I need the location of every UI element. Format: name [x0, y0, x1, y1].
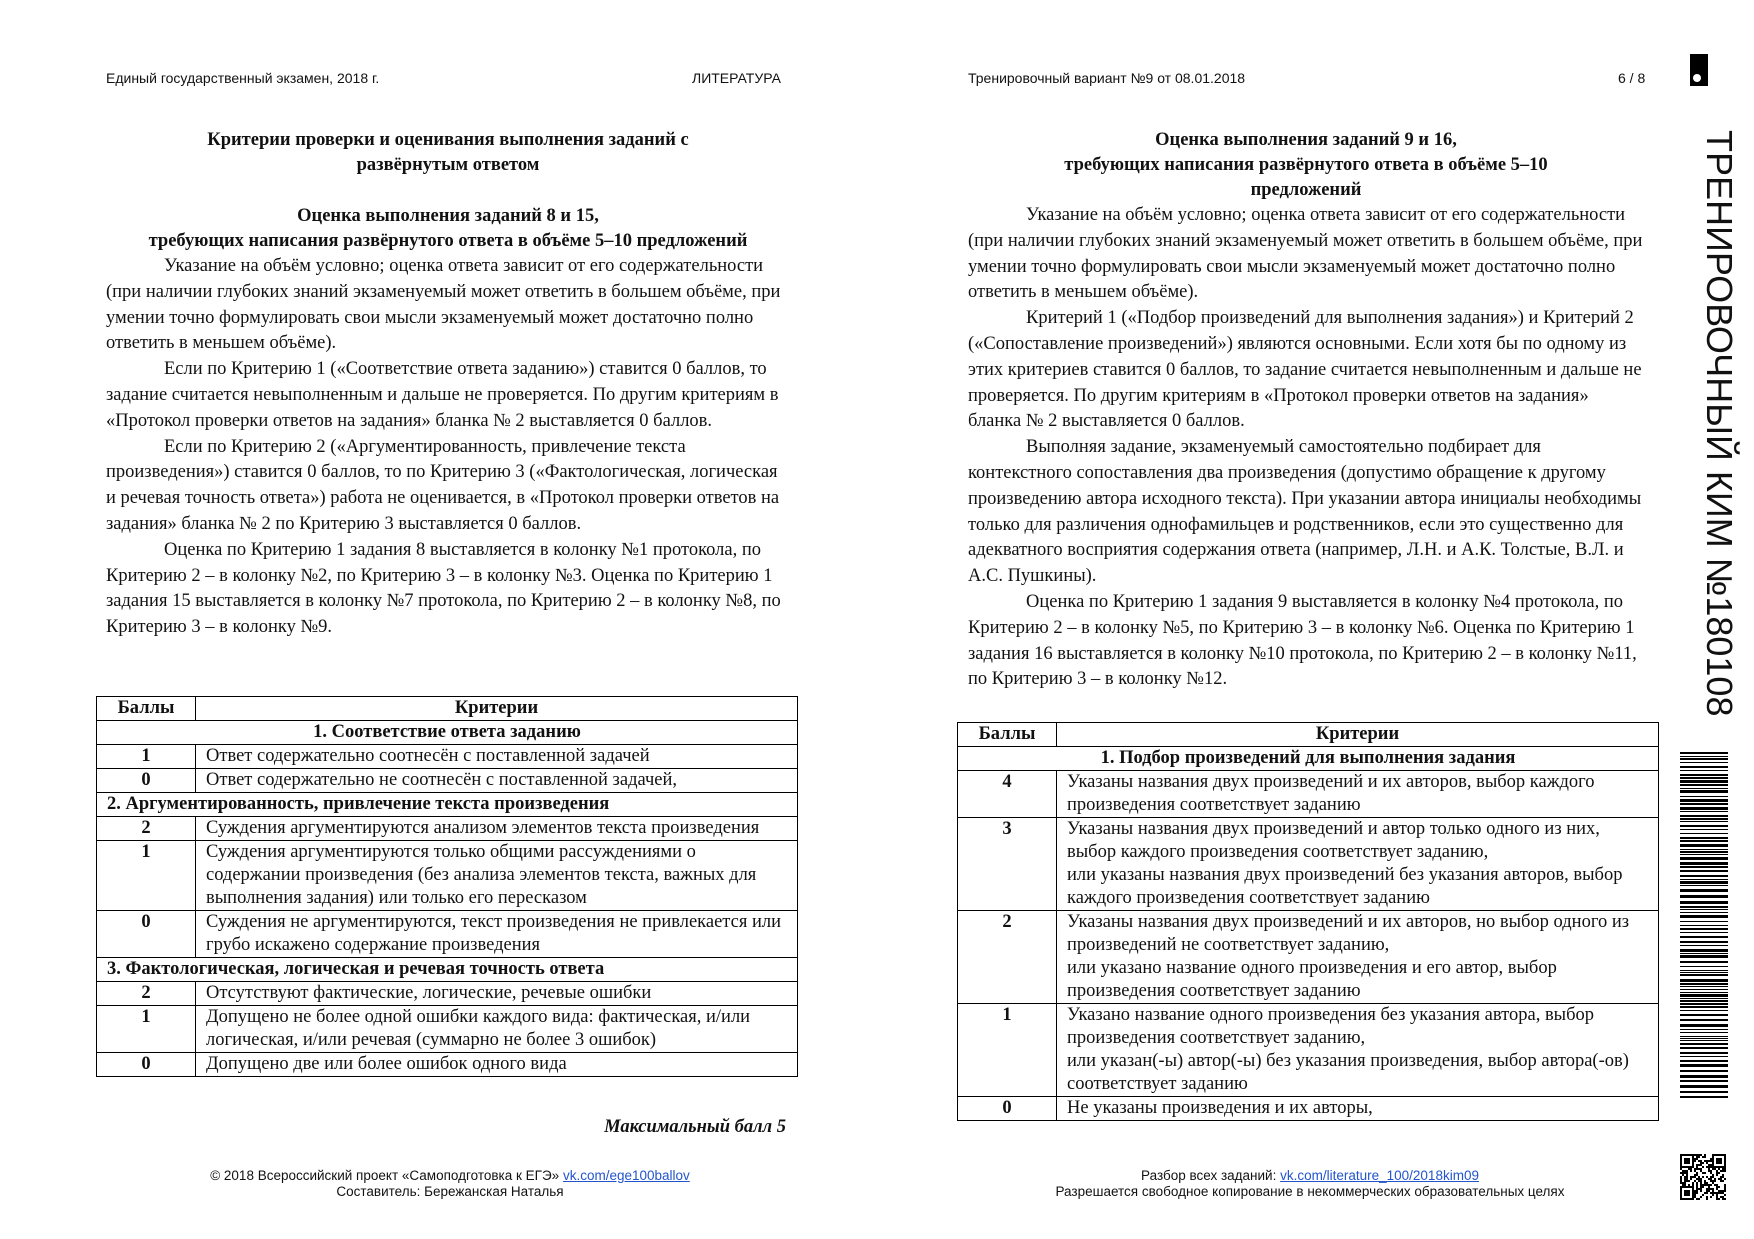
table-row: 0 Ответ содержательно не соотнесён с поставленной задачей, — [97, 769, 798, 793]
vertical-stamp: ТРЕНИРОВОЧНЫЙ КИМ №180108 — [1699, 130, 1740, 717]
table-row: 1 Ответ содержательно соотнесён с поставленной задачей — [97, 745, 798, 769]
qr-code-icon — [1680, 1154, 1726, 1200]
header-variant: Тренировочный вариант №9 от 08.01.2018 — [968, 70, 1246, 86]
barcode-icon — [1680, 752, 1728, 1100]
right-criteria-table — [957, 722, 1659, 1121]
table-row: 1 Суждения аргументируются только общими рассуждениями о содержании произведения (без анализа элементов текста, важных для выполнения задания) или только его пересказом — [97, 841, 798, 911]
table-row: 2 Отсутствуют фактические, логические, речевые ошибки — [97, 982, 798, 1006]
max-score: Максимальный балл 5 — [604, 1117, 786, 1137]
table-row: 4 Указаны названия двух произведений и их авторов, выбор каждого произведения соответствует заданию — [958, 771, 1659, 818]
table-row: 1 Допущено не более одной ошибки каждого вида: фактическая, и/или логическая, и/или речевая (суммарно не более 3 ошибок) — [97, 1006, 798, 1053]
table-row: 1 Указано название одного произведения без указания автора, выбор произведения соответствует заданию, или указан(-ы) автор(-ы) без указания произведения, выбор автора(-ов) соответствует заданию — [958, 1004, 1659, 1097]
right-paragraph: Оценка по Критерию 1 задания 9 выставляется в колонку №4 протокола, по Критерию 2 – в колонку №5, по Критерию 3 – в колонку №6. Оценка по Критерию 1 задания 16 выставляется в колонку №10 протокола, по Критерию 2 – в колонку №11, по Критерию 3 – в колонку №12. — [968, 591, 1637, 690]
footer-link[interactable]: vk.com/ege100ballov — [562, 1168, 690, 1183]
left-paragraph: Оценка по Критерию 1 задания 8 выставляется в колонку №1 протокола, по Критерию 2 – в колонку №2, по Критерию 3 – в колонку №3. Оценка по Критерию 1 задания 15 выставляется в колонку №7 протокола, по Критерию 2 – в колонку №8, по Критерию 3 – в колонку №9. — [106, 539, 781, 638]
header-subject: ЛИТЕРАТУРА — [692, 70, 781, 86]
left-title: Критерии проверки и оценивания выполнения заданий с развёрнутым ответом — [207, 130, 689, 175]
right-page — [968, 128, 1644, 693]
left-page — [106, 128, 790, 641]
header-page-number: 6 / 8 — [1618, 70, 1646, 86]
corner-marker-icon — [1690, 54, 1708, 86]
right-footer: Разбор всех заданий: vk.com/literature_100/2018kim09 Разрешается свободное копирование в некоммерческих образовательных целях — [1055, 1168, 1565, 1199]
criterion-section: 3. Фактологическая, логическая и речевая точность ответа — [97, 958, 798, 982]
right-title: Оценка выполнения заданий 9 и 16, требующих написания развёрнутого ответа в объёме 5–10 предложений — [1064, 130, 1548, 200]
table-row: 2 Суждения аргументируются анализом элементов текста произведения — [97, 817, 798, 841]
table-row: 3 Указаны названия двух произведений и автор только одного из них, выбор каждого произведения соответствует заданию, или указаны названия двух произведений без указания авторов, выбор каждого произведения соответствует заданию — [958, 818, 1659, 911]
right-paragraph: Критерий 1 («Подбор произведений для выполнения задания») и Критерий 2 («Сопоставление произведений») являются основными. Если хотя бы по одному из этих критериев ставится 0 баллов, то задание считается невыполненным и дальше не проверяется. По другим критериям в «Протокол проверки ответов на задания» бланка № 2 выставляется 0 баллов. — [968, 308, 1642, 432]
left-paragraph: Если по Критерию 1 («Соответствие ответа заданию») ставится 0 баллов, то задание считается невыполненным и дальше не проверяется. По другим критериям в «Протокол проверки ответов на задания» бланка № 2 выставляется 0 баллов. — [106, 359, 779, 431]
col-points-header: Баллы — [958, 723, 1057, 747]
left-paragraph: Указание на объём условно; оценка ответа зависит от его содержательности (при наличии глубоких знаний экзаменуемый может ответить в большем объёме, при умении точно формулировать свои мысли экзаменуемый может достаточно полно ответить в меньшем объёме). — [106, 256, 781, 354]
col-criteria-header: Критерии — [196, 697, 798, 721]
table-row: 2 Указаны названия двух произведений и их авторов, но выбор одного из произведений не соответствует заданию, или указано название одного произведения и его автор, выбор произведения соответствует заданию — [958, 911, 1659, 1004]
criterion-section: 2. Аргументированность, привлечение текста произведения — [97, 793, 798, 817]
col-points-header: Баллы — [97, 697, 196, 721]
table-row: 0 Не указаны произведения и их авторы, — [958, 1097, 1659, 1121]
right-paragraph: Указание на объём условно; оценка ответа зависит от его содержательности (при наличии глубоких знаний экзаменуемый может ответить в большем объёме, при умении точно формулировать свои мысли экзаменуемый может достаточно полно ответить в меньшем объёме). — [968, 205, 1643, 303]
left-criteria-table — [96, 696, 798, 1077]
footer-link[interactable]: vk.com/literature_100/2018kim09 — [1280, 1168, 1479, 1183]
criterion-section: 1. Подбор произведений для выполнения задания — [958, 747, 1659, 771]
left-subtitle: Оценка выполнения заданий 8 и 15, требующих написания развёрнутого ответа в объёме 5–10 предложений — [148, 206, 748, 251]
left-footer: © 2018 Всероссийский проект «Самоподготовка к ЕГЭ» vk.com/ege100ballov Составитель: Бережанская Наталья — [210, 1168, 690, 1199]
header-exam-title: Единый государственный экзамен, 2018 г. — [106, 70, 380, 86]
left-paragraph: Если по Критерию 2 («Аргументированность, привлечение текста произведения») ставится 0 баллов, то по Критерию 3 («Фактологическая, логическая и речевая точность ответа») работа не оценивается, в «Протокол проверки ответов на задания» бланка № 2 по Критерию 3 выставляется 0 баллов. — [106, 436, 780, 534]
criterion-section: 1. Соответствие ответа заданию — [97, 721, 798, 745]
col-criteria-header: Критерии — [1057, 723, 1659, 747]
table-row: 0 Суждения не аргументируются, текст произведения не привлекается или грубо искажено содержание произведения — [97, 911, 798, 958]
right-paragraph: Выполняя задание, экзаменуемый самостоятельно подбирает для контекстного сопоставления два произведения (допустимо обращение к другому произведению автора исходного текста). При указании автора инициалы необходимы только для различения однофамильцев и родственников, если это существенно для адекватного восприятия содержания ответа (например, Л.Н. и А.К. Толстые, В.Л. и А.С. Пушкины). — [968, 437, 1642, 587]
table-row: 0 Допущено две или более ошибок одного вида — [97, 1053, 798, 1077]
